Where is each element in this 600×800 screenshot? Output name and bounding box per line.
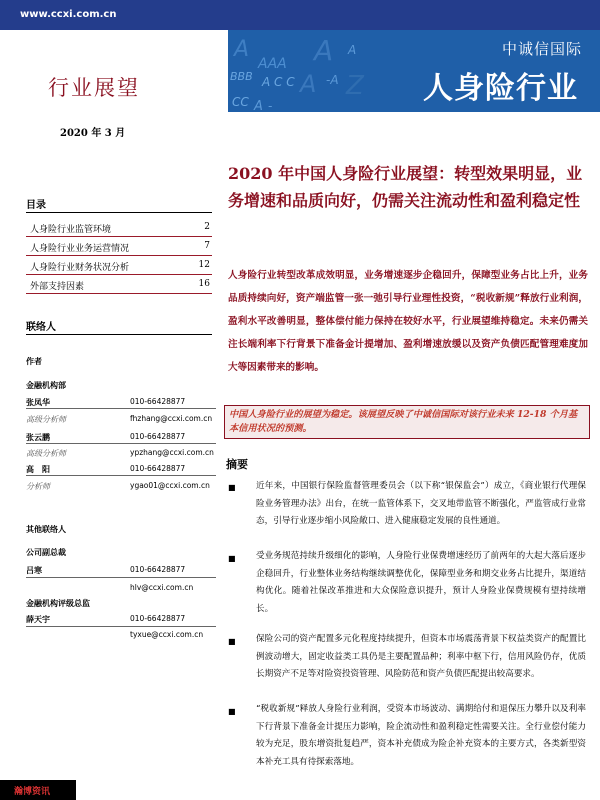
svg-text:A: A	[314, 34, 334, 67]
table-of-contents	[26, 218, 212, 294]
bullet-icon: ■	[228, 707, 236, 716]
contact-email[interactable]: hlv@ccxi.com.cn	[130, 583, 194, 592]
bullet-icon: ■	[228, 554, 236, 563]
contacts-title: 联络人	[26, 322, 56, 333]
toc-item-page: 2	[204, 222, 210, 232]
contact-name: 高 阳	[26, 464, 50, 474]
industry-title: 人身险行业	[423, 71, 578, 106]
abstract-paragraph: 受业务规范持续升级细化的影响，人身险行业保费增速经历了前两年的大起大落后逐步企稳回升，行业整体业务结构继续调整优化，保障型业务和期交业务占比提升，渠道结构优化。随着社保改革推进和大众保险意识提升，预计人身险业保费规模有望持续增长。	[256, 551, 586, 614]
toc-item-label: 人身险行业监管环境	[30, 225, 112, 235]
svg-text:CC: CC	[232, 95, 249, 109]
report-summary: 人身险行业转型改革成效明显，业务增速逐步企稳回升，保障型业务占比上升，业务品质持续向好，资产端监管一张一弛引导行业理性投资，“税收新规”释放行业利润，盈利水平改善明显，整体偿付能力保持在较好水平，行业展望维持稳定。未来仍需关注长端利率下行背景下准备金计提增加、盈利增速放缓以及资产负债匹配管理难度加大等因素带来的影响。	[228, 270, 588, 373]
rating-note: 中国人身险行业的展望为稳定。该展望反映了中诚信国际对该行业未来 12-18 个月基本信用状况的预测。	[229, 409, 578, 434]
site-url[interactable]: www.ccxi.com.cn	[20, 9, 117, 20]
report-type-label: 行业展望	[48, 76, 140, 100]
contact-name: 吕寒	[26, 565, 42, 575]
toc-item-label: 人身险行业财务状况分析	[30, 263, 130, 273]
contact-name: 张凤华	[26, 397, 50, 407]
group-label: 金融机构部	[26, 380, 66, 390]
contact-underline	[26, 408, 216, 409]
footer-label: 瀚博资讯	[14, 787, 51, 797]
contact-name: 张云鹏	[26, 432, 50, 442]
toc-item-label: 外部支持因素	[30, 282, 85, 292]
abstract-paragraph: “税收新规”释放人身险行业利润，受资本市场波动、满期给付和退保压力攀升以及利率下行背景下准备金计提压力影响，险企流动性和盈利稳定性需要关注。全行业偿付能力较为充足，股东增资批复趋严，资本补充债成为险企补充资本的主要方式，各类新型资本补充工具有待探索落地。	[256, 704, 586, 767]
svg-text:-: -	[268, 99, 273, 112]
contact-underline	[26, 475, 216, 476]
header-banner	[228, 30, 600, 112]
contact-underline	[26, 626, 216, 627]
toc-item-page: 12	[198, 260, 210, 270]
group-label: 金融机构评级总监	[26, 598, 90, 608]
authors-title: 作者	[26, 356, 42, 366]
contact-underline	[26, 443, 216, 444]
contact-email[interactable]: ygao01@ccxi.com.cn	[130, 481, 210, 490]
toc-divider	[26, 212, 212, 213]
contact-phone: 010-66428877	[130, 464, 186, 473]
contact-name: 薛天宇	[26, 614, 50, 624]
contact-email[interactable]: tyxue@ccxi.com.cn	[130, 630, 204, 639]
toc-item[interactable]	[26, 218, 212, 237]
toc-item[interactable]	[26, 256, 212, 275]
company-name: 中诚信国际	[501, 40, 582, 58]
svg-text:A: A	[300, 70, 317, 98]
toc-item-page: 7	[204, 241, 210, 251]
toc-item-label: 人身险行业业务运营情况	[30, 244, 130, 254]
contact-phone: 010-66428877	[130, 614, 186, 623]
contact-email[interactable]: fhzhang@ccxi.com.cn	[130, 414, 213, 423]
top-bar	[0, 0, 600, 30]
footer-watermark	[0, 780, 76, 800]
contact-underline	[26, 577, 216, 578]
abstract-paragraph: 近年来，中国银行保险监督管理委员会（以下称“银保监会”）成立，《商业银行代理保险业务管理办法》出台，在统一监管体系下，交叉地带监管不断强化，严监管成行业常态，引导行业逐步缩小风险敞口、进入健康稳定发展的良性通道。	[256, 481, 586, 527]
toc-item[interactable]	[26, 275, 212, 294]
contact-title: 高级分析师	[26, 449, 66, 458]
svg-text:AAA: AAA	[258, 56, 287, 72]
abstract-title: 摘要	[226, 458, 248, 471]
svg-text:BBB: BBB	[230, 70, 253, 83]
contact-phone: 010-66428877	[130, 397, 186, 406]
abstract-paragraph: 保险公司的资产配置多元化程度持续提升，但资本市场震荡背景下权益类资产的配置比例波动增大，固定收益类工具仍是主要配置品种；利率中枢下行，信用风险仍存，优质长期资产不足等对险资投资管理、风险防范和资产负债匹配提出较高要求。	[256, 634, 586, 680]
toc-title: 目录	[26, 200, 46, 211]
contact-phone: 010-66428877	[130, 432, 186, 441]
report-title: 2020 年中国人身险行业展望：转型效果明显，业务增速和品质向好，仍需关注流动性和盈利稳定性	[228, 164, 583, 210]
contact-email[interactable]: ypzhang@ccxi.com.cn	[130, 448, 214, 457]
other-contacts-title: 其他联络人	[26, 524, 66, 534]
toc-item[interactable]	[26, 237, 212, 256]
rating-note-box	[224, 405, 590, 439]
report-date: 2020 年 3 月	[60, 128, 126, 139]
contact-phone: 010-66428877	[130, 565, 186, 574]
contacts-divider	[26, 334, 212, 335]
svg-text:-A: -A	[326, 73, 339, 87]
toc-item-page: 16	[198, 279, 210, 289]
contact-title: 高级分析师	[26, 415, 66, 424]
bullet-icon: ■	[228, 483, 236, 492]
contact-title: 分析师	[26, 482, 50, 491]
svg-text:A: A	[348, 43, 357, 57]
bullet-icon: ■	[228, 637, 236, 646]
svg-text:A C C: A C C	[262, 75, 295, 89]
svg-text:A: A	[254, 99, 263, 112]
svg-text:A: A	[234, 37, 250, 62]
svg-text:Z: Z	[346, 71, 364, 101]
group-label: 公司副总裁	[26, 547, 66, 557]
